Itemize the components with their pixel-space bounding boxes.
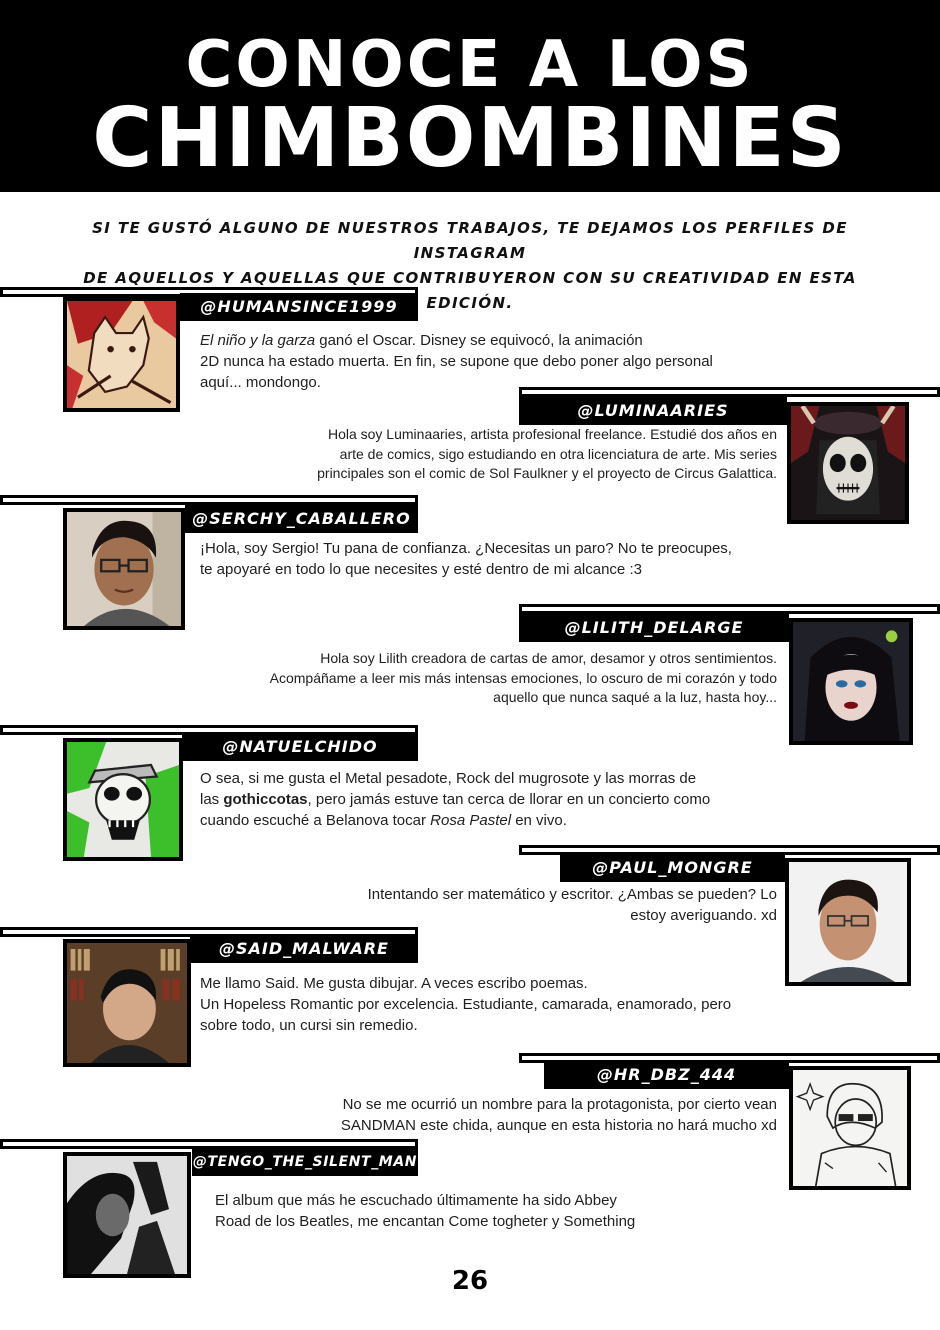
skull-cartoon-image bbox=[67, 742, 179, 857]
profile-1-photo bbox=[63, 297, 180, 412]
bw-man-hand-on-head-photo bbox=[67, 1156, 187, 1274]
profile-4-handle[interactable]: @LILITH_DELARGE bbox=[519, 614, 789, 642]
man-with-glasses-photo bbox=[67, 512, 181, 626]
profile-8-photo bbox=[789, 1066, 911, 1190]
profile-7-bio: Me llamo Said. Me gusta dibujar. A veces escribo poemas. Un Hopeless Romantic por excelencia. Estudiante, camarada, enamorado, pero sobre todo, un cursi sin remedio. bbox=[200, 975, 732, 1034]
profile-5-photo bbox=[63, 738, 183, 861]
profile-4-strip bbox=[519, 604, 940, 614]
profile-6-photo bbox=[785, 858, 911, 986]
woman-dark-hair-photo bbox=[793, 622, 909, 741]
intro-line-2: DE AQUELLOS Y AQUELLAS QUE CONTRIBUYERON CON SU CREATIVIDAD EN ESTA EDICIÓN. bbox=[83, 269, 857, 312]
profile-9-bio: El album que más he escuchado últimamente ha sido Abbey Road de los Beatles, me encantan Come togheter y Something bbox=[215, 1192, 636, 1230]
title-line-1: CONOCE A LOS bbox=[185, 28, 755, 102]
page-header bbox=[0, 0, 940, 192]
profile-8-bio: No se me ocurrió un nombre para la protagonista, por cierto vean SANDMAN este chida, aunque en esta historia no hará mucho xd bbox=[340, 1096, 777, 1134]
skull-makeup-portrait-image bbox=[791, 406, 905, 520]
title-line-2: CHIMBOMBINES bbox=[92, 91, 848, 186]
profile-2-handle[interactable]: @LUMINAARIES bbox=[519, 397, 787, 425]
profile-9-handle[interactable]: @TENGO_THE_SILENT_MAN bbox=[192, 1148, 418, 1176]
profile-4-bio: Hola soy Lilith creadora de cartas de amor, desamor y otros sentimientos. Acompáñame a leer mis más intensas emociones, lo oscuro de mi corazón y todo aquello que nunca saqué a la luz, hasta hoy... bbox=[269, 650, 777, 705]
profile-2-bio: Hola soy Luminaaries, artista profesional freelance. Estudié dos años en arte de comics, sigo estudiando en otra licenciatura de arte. Mis series principales son el comic de Sol Faulkner y el proyecto de Circus Galattica. bbox=[317, 426, 777, 481]
profile-1-bio: El niño y la garza ganó el Oscar. Disney se equivocó, la animación 2D nunca ha estado muerta. En fin, se supone que debo poner algo personal aquí... mondongo. bbox=[200, 332, 713, 391]
profile-5-handle[interactable]: @NATUELCHIDO bbox=[182, 733, 418, 761]
profile-3-photo bbox=[63, 508, 185, 630]
profile-4-photo bbox=[789, 618, 913, 745]
profile-7-photo bbox=[63, 939, 191, 1067]
profile-5-bio: O sea, si me gusta el Metal pesadote, Rock del mugrosote y las morras de las gothiccotas, pero jamás estuve tan cerca de llorar en un concierto como cuando escuché a Belanova tocar Rosa Pastel en vivo. bbox=[200, 770, 711, 829]
movie-title: El niño y la garza bbox=[200, 332, 316, 349]
bold-word: gothiccotas bbox=[223, 791, 308, 808]
intro-line-1: SI TE GUSTÓ ALGUNO DE NUESTROS TRABAJOS, TE DEJAMOS LOS PERFILES DE INSTAGRAM bbox=[92, 219, 848, 262]
page-number: 26 bbox=[451, 1266, 489, 1296]
song-title: Rosa Pastel bbox=[430, 812, 512, 829]
profile-9-photo bbox=[63, 1152, 191, 1278]
profile-1-handle[interactable]: @HUMANSINCE1999 bbox=[180, 293, 418, 321]
man-with-bookshelf-photo bbox=[67, 943, 187, 1063]
profile-3-strip bbox=[0, 495, 418, 505]
sketch-character-image bbox=[793, 1070, 907, 1186]
profile-2-strip bbox=[519, 387, 940, 397]
profile-6-handle[interactable]: @PAUL_MONGRE bbox=[560, 854, 785, 882]
profile-8-handle[interactable]: @HR_DBZ_444 bbox=[544, 1061, 789, 1089]
profile-2-photo bbox=[787, 402, 909, 524]
profile-7-handle[interactable]: @SAID_MALWARE bbox=[190, 935, 418, 963]
profile-6-bio: Intentando ser matemático y escritor. ¿Ambas se pueden? Lo estoy averiguando. xd bbox=[367, 886, 777, 924]
man-portrait-photo bbox=[789, 862, 907, 982]
cat-illustration-image bbox=[67, 301, 176, 408]
profile-3-handle[interactable]: @SERCHY_CABALLERO bbox=[185, 505, 418, 533]
profile-3-bio: ¡Hola, soy Sergio! Tu pana de confianza. ¿Necesitas un paro? No te preocupes, te apoyaré en todo lo que necesites y esté dentro de mi alcance :3 bbox=[200, 540, 732, 578]
